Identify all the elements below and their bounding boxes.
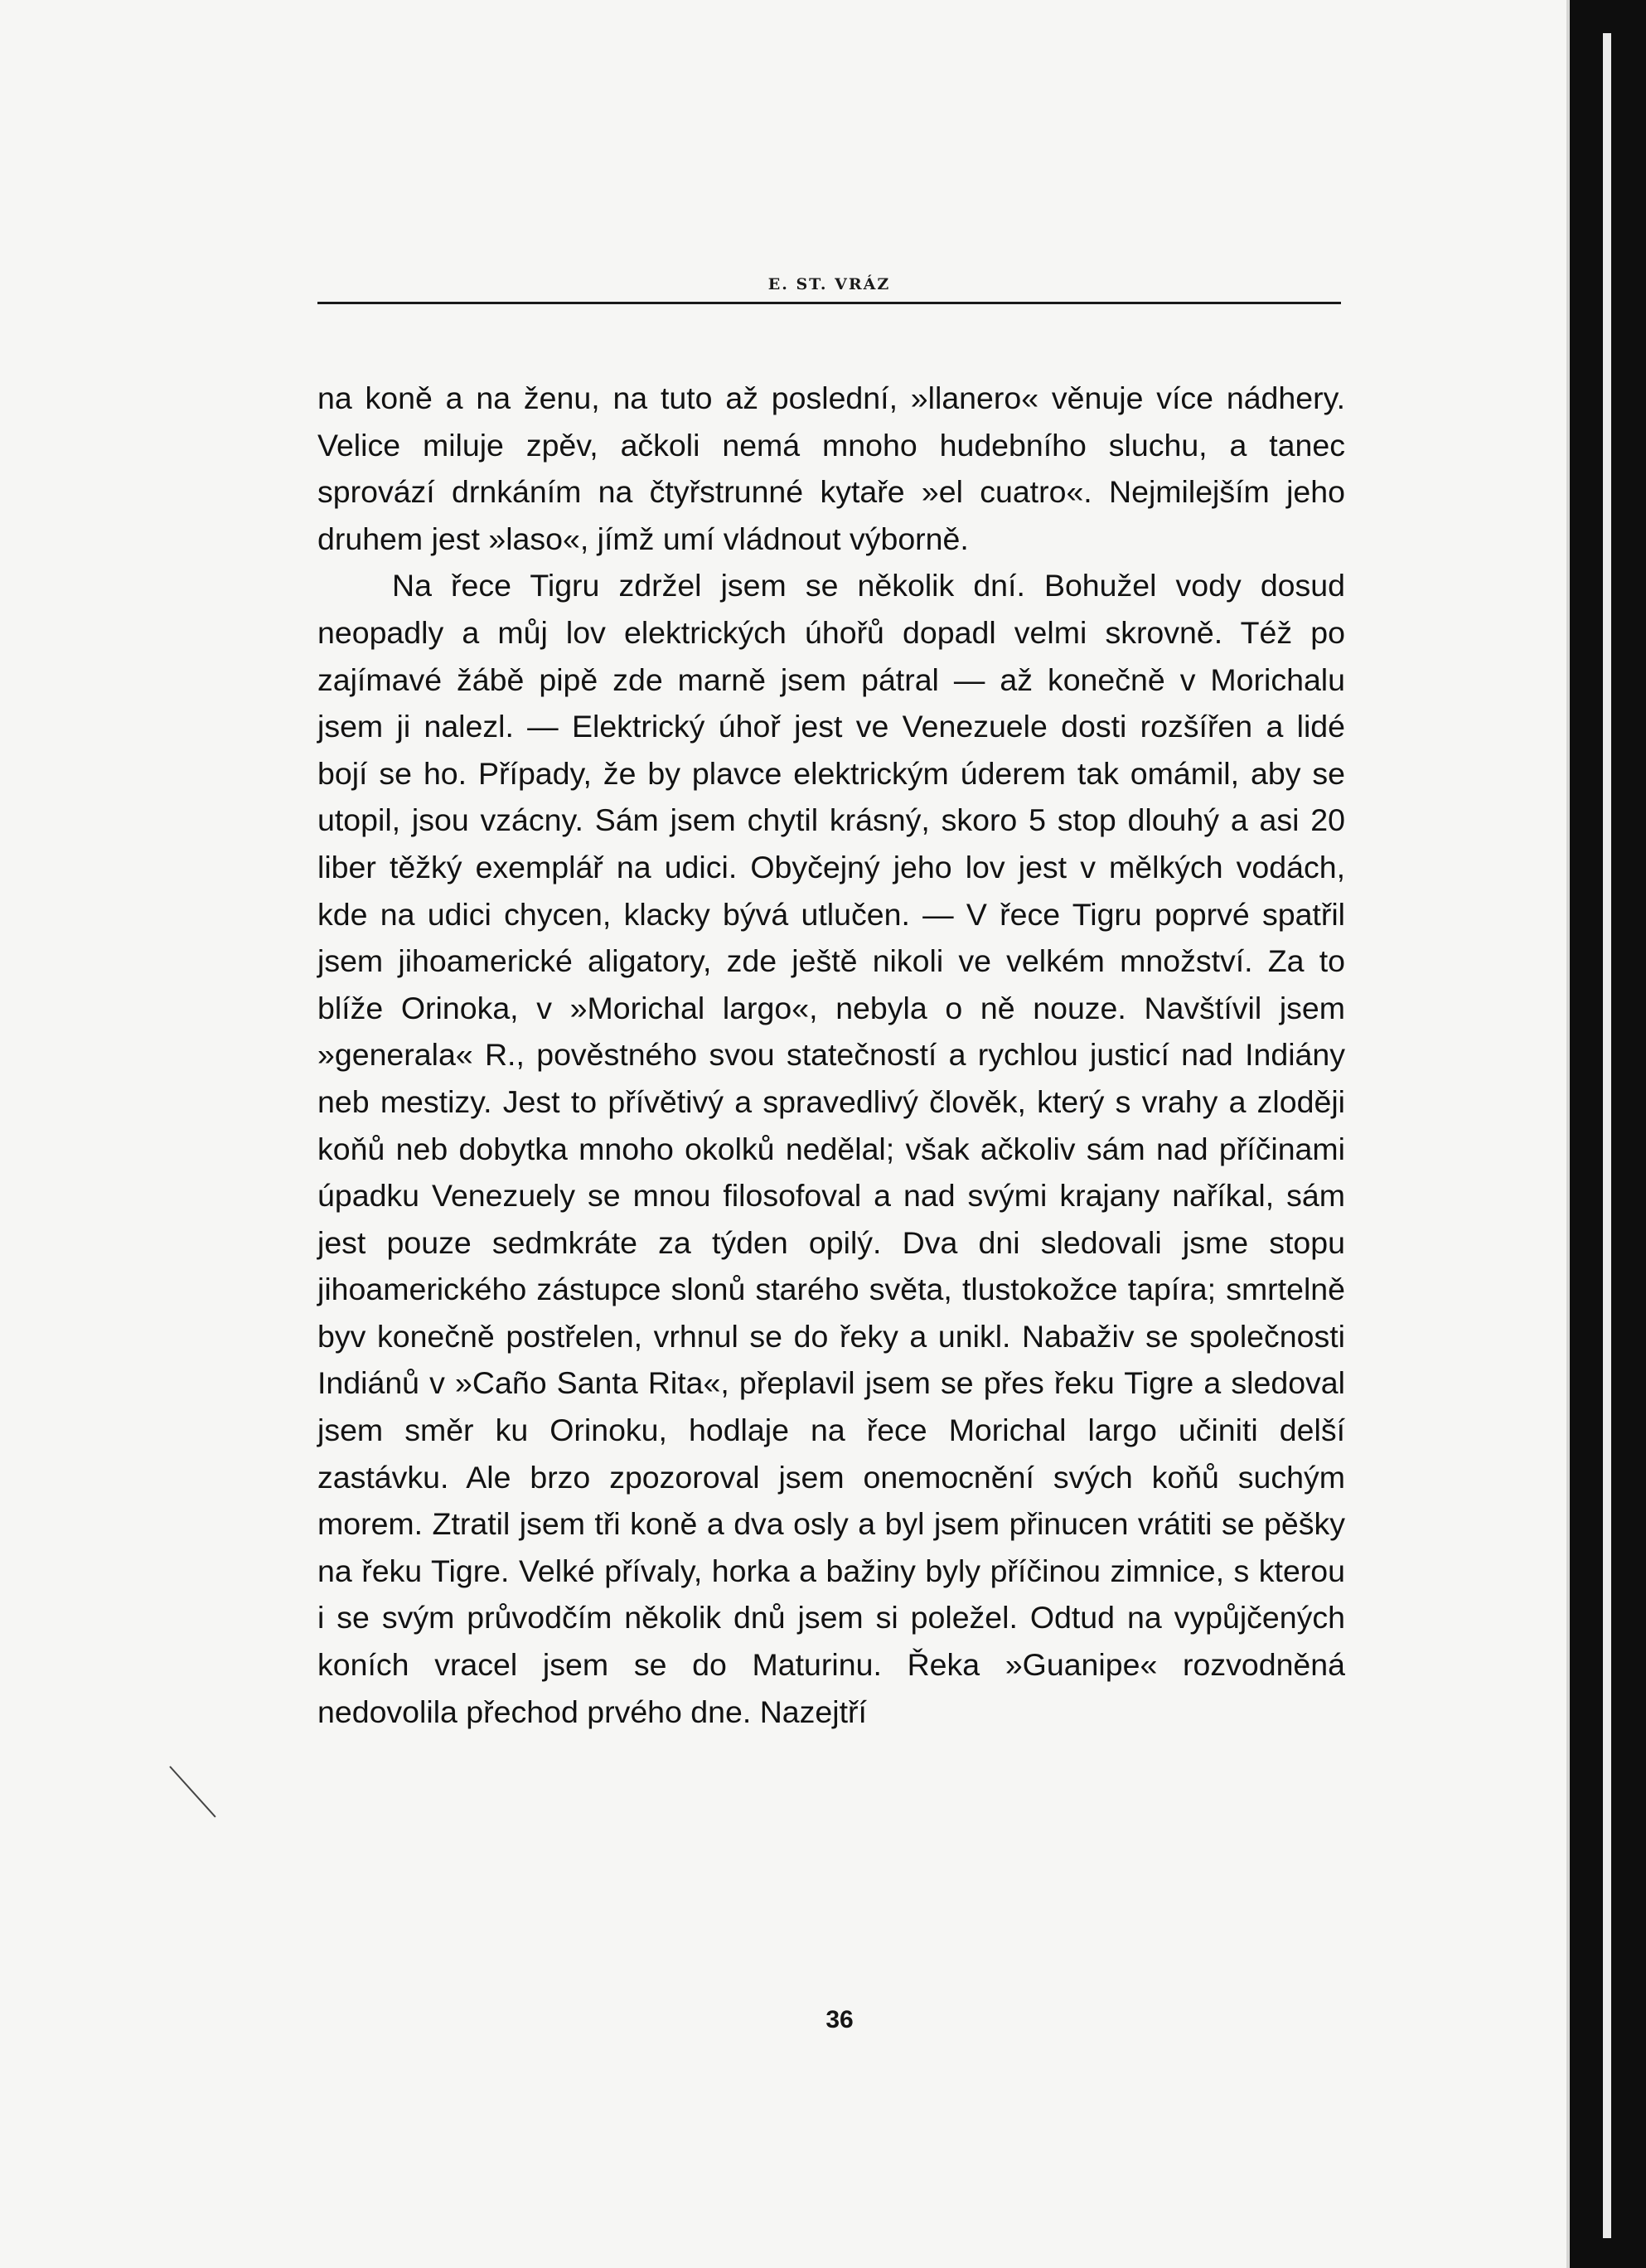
page-number: 36	[825, 2006, 854, 2033]
header-rule	[317, 302, 1341, 304]
next-page-edge	[1603, 33, 1611, 2238]
paragraph-1: na koně a na ženu, na tuto až poslední, »llanero« věnuje více nádhery. Velice miluje zpěv, ačkoli nemá mnoho hudebního sluchu, a tanec sprovází drnkáním na čtyřstrunné kytaře »el cuatro«. Nejmilejším jeho druhem jest »laso«, jímž umí vládnout výborně.	[317, 380, 1345, 556]
book-edge	[1570, 0, 1646, 2268]
paragraph-2: Na řece Tigru zdržel jsem se několik dní. Bohužel vody dosud neopadly a můj lov elektrických úhořů dopadl velmi skrovně. Též po zajímavé žábě pipě zde marně jsem pátral — až konečně v Morichalu jsem ji nalezl. — Elektrický úhoř jest ve Venezuele dosti rozšířen a lidé bojí se ho. Případy, že by plavce elektrickým úderem tak omámil, aby se utopil, jsou vzácny. Sám jsem chytil krásný, skoro 5 stop dlouhý a asi 20 liber těžký exemplář na udici. Obyčejný jeho lov jest v mělkých vodách, kde na udici chycen, klacky bývá utlučen. — V řece Tigru poprvé spatřil jsem jihoamerické aligatory, zde ještě nikoli ve velkém množství. Za to blíže Orinoka, v »Morichal largo«, nebyla o ně nouze. Navštívil jsem »generala« R., pověstného svou statečností a rychlou justicí nad Indiány neb mestizy. Jest to přívětivý a spravedlivý člověk, který s vrahy a zloději koňů neb dobytka mnoho okolků nedělal; však ačkoliv sám nad příčinami úpadku Venezuely se mnou filosofoval a nad svými krajany naříkal, sám jest pouze sedmkráte za týden opilý. Dva dni sledovali jsme stopu jihoamerického zástupce slonů starého světa, tlustokožce tapíra; smrtelně byv konečně postřelen, vrhnul se do řeky a unikl. Nabaživ se společnosti Indiánů v »Caño Santa Rita«, přeplavil jsem se přes řeku Tigre a sledoval jsem směr ku Orinoku, hodlaje na řece Morichal largo učiniti delší zastávku. Ale brzo zpozoroval jsem onemocnění svých koňů suchým morem. Ztratil jsem tři koně a dva osly a byl jsem přinucen vrátiti se pěšky na řeku Tigre. Velké přívaly, horka a bažiny byly příčinou zimnice, s kterou i se svým průvodčím několik dnů jsem si poležel. Odtud na vypůjčených koních vracel jsem se do Maturinu. Řeka »Guanipe« rozvodněná nedovolila přechod prvého dne. Nazejtří	[317, 568, 1345, 1729]
stray-mark	[169, 1766, 215, 1817]
running-head: E. ST. VRÁZ	[767, 275, 891, 293]
body-text	[317, 375, 1345, 1735]
